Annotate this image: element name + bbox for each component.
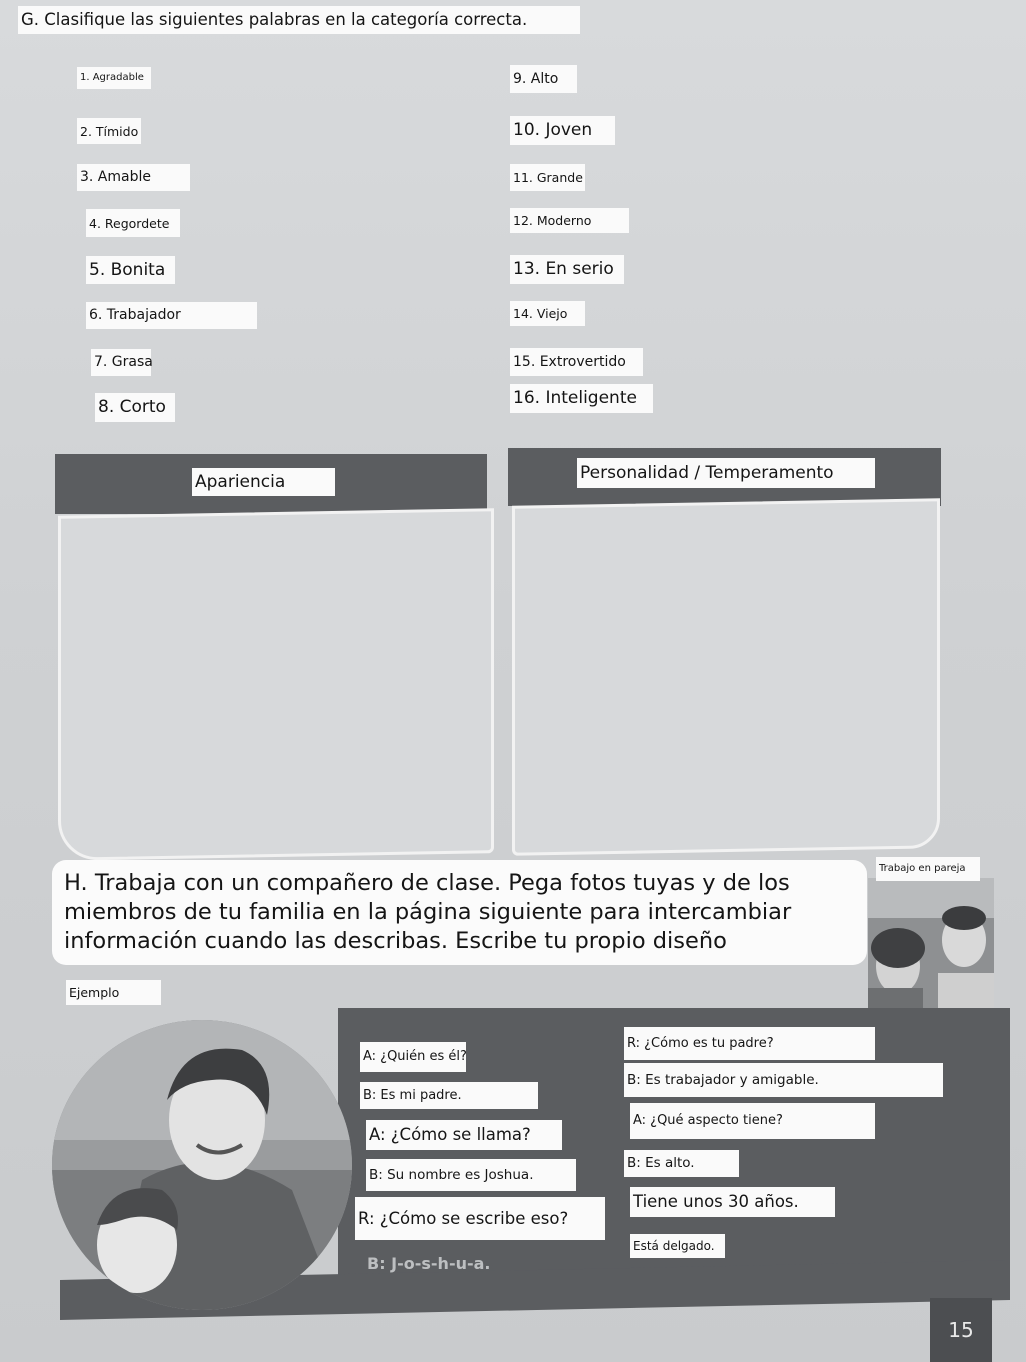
word-15: 15. Extrovertido (510, 348, 643, 376)
word-11: 11. Grande (510, 164, 585, 191)
pair-work-tag: Trabajo en pareja (876, 857, 980, 881)
dialogue-left-1: A: ¿Quién es él? (360, 1042, 466, 1072)
word-16: 16. Inteligente (510, 384, 653, 413)
word-10: 10. Joven (510, 116, 615, 145)
dialogue-right-2: B: Es trabajador y amigable. (624, 1063, 943, 1097)
dialogue-right-5: Tiene unos 30 años. (630, 1187, 835, 1217)
section-g-title: G. Clasifique las siguientes palabras en la categoría correcta. (18, 6, 580, 34)
dialogue-right-4: B: Es alto. (624, 1150, 739, 1177)
dialogue-left-3: A: ¿Cómo se llama? (366, 1120, 562, 1150)
word-8: 8. Corto (95, 393, 175, 422)
word-1: 1. Agradable (77, 67, 151, 89)
father-son-illustration (52, 1020, 352, 1310)
section-h-title: H. Trabaja con un compañero de clase. Pega fotos tuyas y de los miembros de tu familia en la página siguiente para intercambiar información cuando las describas. Escribe tu propio diseño (52, 860, 867, 965)
word-9: 9. Alto (510, 65, 577, 93)
dialogue-left-2: B: Es mi padre. (360, 1082, 538, 1109)
dialogue-left-5: R: ¿Cómo se escribe eso? (355, 1197, 605, 1240)
word-7: 7. Grasa (91, 349, 151, 376)
word-5: 5. Bonita (86, 256, 175, 284)
dialogue-right-1: R: ¿Cómo es tu padre? (624, 1027, 875, 1060)
father-son-photo (52, 1020, 352, 1310)
word-12: 12. Moderno (510, 208, 629, 233)
word-2: 2. Tímido (77, 118, 141, 144)
example-label: Ejemplo (66, 980, 161, 1005)
page-number: 15 (930, 1298, 992, 1362)
word-14: 14. Viejo (510, 301, 585, 326)
word-3: 3. Amable (77, 164, 190, 191)
word-13: 13. En serio (510, 255, 624, 284)
dialogue-left-6: B: J-o-s-h-u-a. (367, 1254, 491, 1273)
dialogue-right-3: A: ¿Qué aspecto tiene? (630, 1103, 875, 1139)
dialogue-left-4: B: Su nombre es Joshua. (366, 1159, 576, 1191)
pair-photo-illustration (868, 878, 994, 1028)
word-6: 6. Trabajador (86, 302, 257, 329)
personalidad-answer-box[interactable] (512, 498, 940, 855)
word-4: 4. Regordete (86, 209, 180, 237)
category-apariencia: Apariencia (192, 468, 335, 496)
dialogue-right-6: Está delgado. (630, 1234, 725, 1258)
apariencia-answer-box[interactable] (58, 508, 494, 861)
category-personalidad: Personalidad / Temperamento (577, 458, 875, 488)
pair-work-photo (868, 878, 994, 1028)
